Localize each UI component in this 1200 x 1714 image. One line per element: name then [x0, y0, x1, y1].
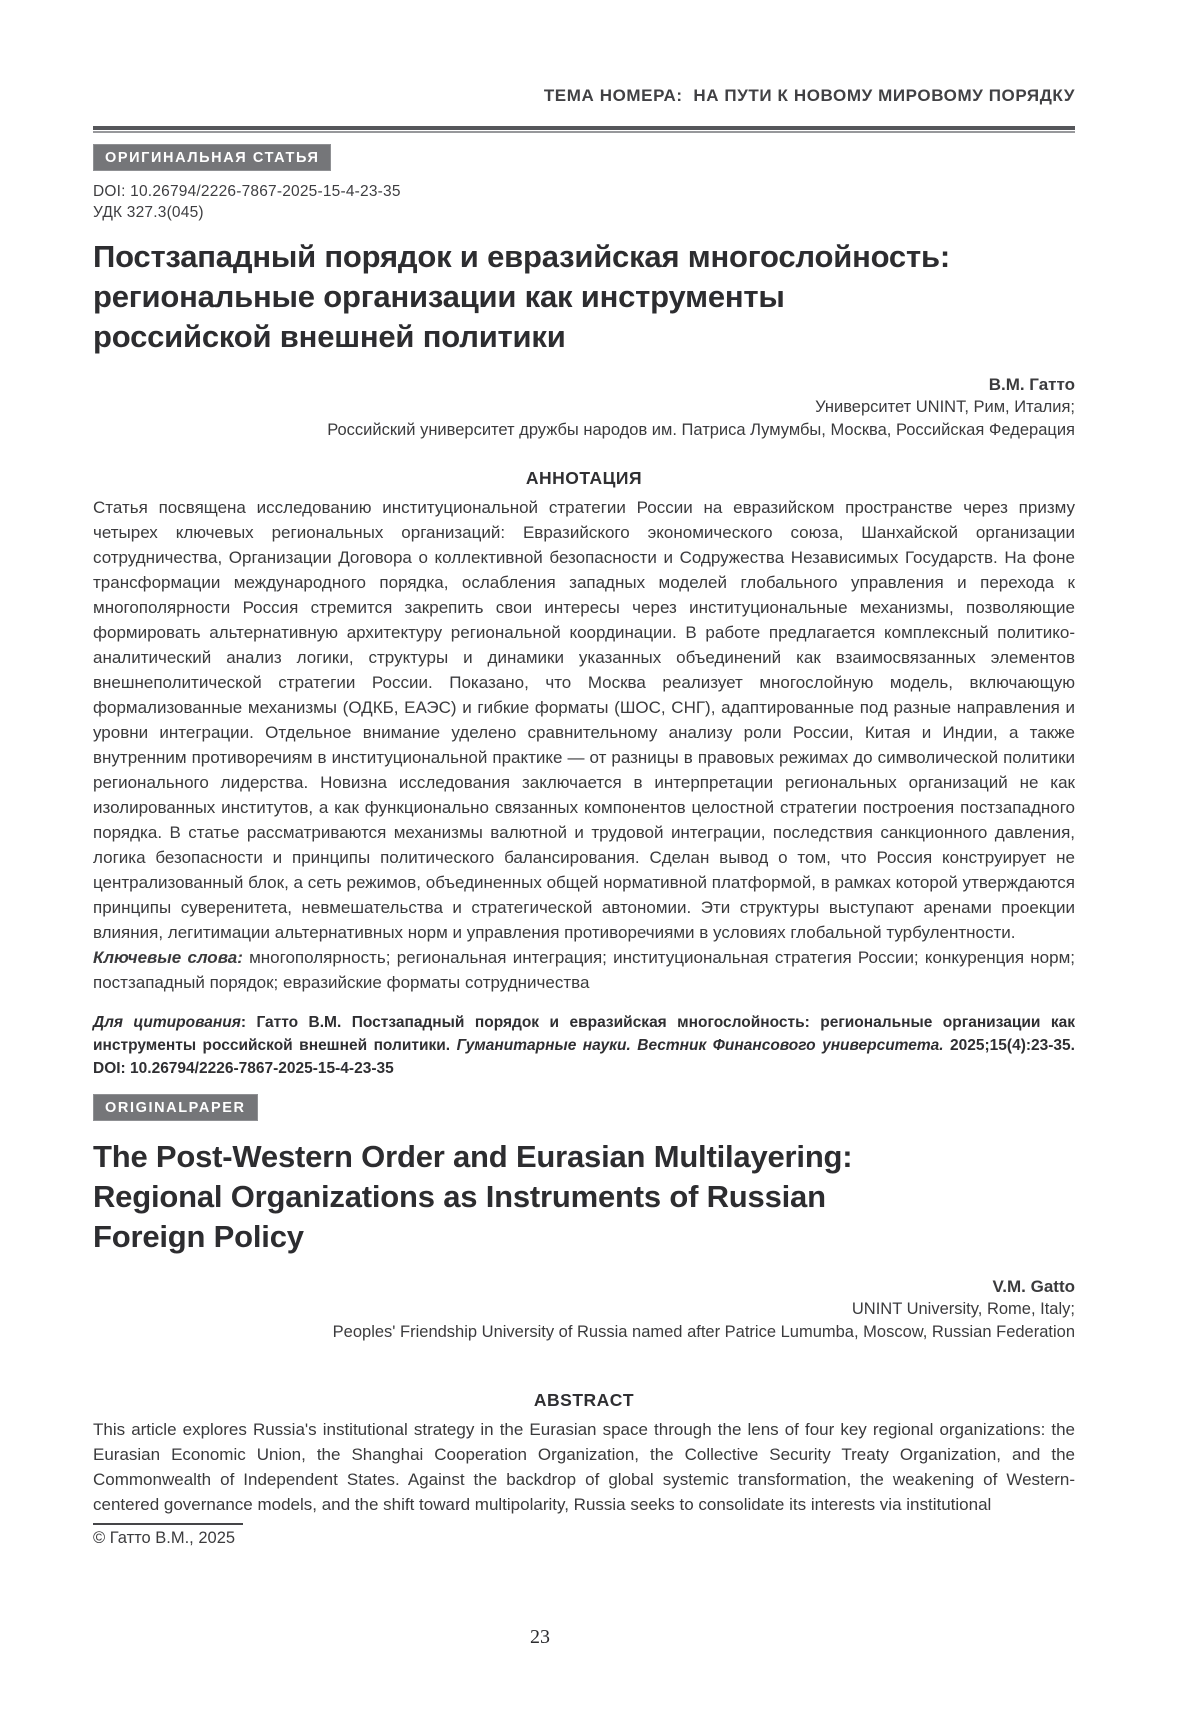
author-affiliation-ru: Университет UNINT, Рим, Италия;	[815, 398, 1075, 416]
article-title-ru-line: российской внешней политики	[93, 319, 566, 354]
citation-tail-ru: 2025;15(4):23-35. DOI: 10.26794/2226-7867-2025-15-4-23-35	[93, 1037, 1075, 1077]
citation-colon: :	[240, 1014, 257, 1031]
citation-text-ru: Гатто В.М. Постзападный порядок и евразийская многослойность: региональные организации как инструменты российской внешней политики.	[93, 1014, 1076, 1054]
keywords-label-ru: Ключевые слова:	[93, 948, 243, 967]
citation-journal-ru: Гуманитарные науки. Вестник Финансового университета.	[456, 1037, 944, 1054]
article-title-ru-line: Постзападный порядок и евразийская многослойность:	[93, 239, 950, 274]
author-block-en	[93, 1275, 1075, 1344]
page-number: 23	[530, 1626, 550, 1648]
author-block-ru	[93, 373, 1075, 442]
udc-line: УДК 327.3(045)	[93, 204, 204, 221]
article-type-badge-en: ORIGINALPAPER	[93, 1094, 258, 1121]
author-name-ru: В.М. Гатто	[988, 375, 1075, 394]
copyright-line: © Гатто В.М., 2025	[93, 1529, 236, 1547]
article-title-en-line: The Post-Western Order and Eurasian Multilayering:	[93, 1139, 853, 1174]
abstract-heading-ru: АННОТАЦИЯ	[525, 468, 643, 488]
article-title-ru	[93, 237, 1075, 357]
doi-line: DOI: 10.26794/2226-7867-2025-15-4-23-35	[93, 183, 401, 200]
abstract-text-en: This article explores Russia's institutional strategy in the Eurasian space through the lens of four key regional organizations: the Eurasian Economic Union, the Shanghai Cooperation Organization, the Collective Security Treaty Organization, and the Commonwealth of Independent States. Against the backdrop of global systemic transformation, the weakening of Western-centered governance models, and the shift toward multipolarity, Russia seeks to consolidate its interests via institutional	[93, 1420, 1075, 1514]
article-content-column	[93, 0, 1075, 1548]
article-title-en-line: Foreign Policy	[93, 1219, 304, 1254]
article-type-badge-ru: ОРИГИНАЛЬНАЯ СТАТЬЯ	[93, 144, 331, 171]
citation-ru	[93, 1011, 1075, 1080]
author-name-en: V.M. Gatto	[992, 1277, 1075, 1296]
article-type-badge-row-ru	[93, 133, 1075, 171]
abstract-heading-en: ABSTRACT	[533, 1390, 635, 1410]
article-title-en-line: Regional Organizations as Instruments of Russian	[93, 1179, 826, 1214]
article-title-en	[93, 1137, 1075, 1257]
article-title-ru-line: региональные организации как инструменты	[93, 279, 785, 314]
author-affiliation-ru: Российский университет дружбы народов им. Патриса Лумумбы, Москва, Российская Федерация	[327, 421, 1075, 439]
article-identifiers	[93, 181, 1075, 223]
citation-label-ru: Для цитирования	[93, 1014, 241, 1031]
abstract-text-ru: Статья посвящена исследованию институциональной стратегии России на евразийском пространстве через призму четырех ключевых региональных организаций: Евразийского экономического союза, Шанхайской организации сотрудничества, Организации Договора о коллективной безопасности и Содружества Независимых Государств. На фоне трансформации международного порядка, ослабления западных моделей глобального управления и перехода к многополярности Россия стремится закрепить свои интересы через институциональные механизмы, позволяющие формировать альтернативную архитектуру региональной координации. В работе предлагается комплексный политико-аналитический анализ логики, структуры и динамики указанных объединений как взаимосвязанных элементов внешнеполитической стратегии России. Показано, что Москва реализует многослойную модель, включающую формализованные механизмы (ОДКБ, ЕАЭС) и гибкие форматы (ШОС, СНГ), адаптированные под разные направления и уровни интеграции. Отдельное внимание уделено сравнительному анализу роли России, Китая и Индии, а также внутренним противоречиям в институциональной практике — от разницы в правовых режимах до символической политики регионального лидерства. Новизна исследования заключается в интерпретации региональных организаций не как изолированных институтов, а как функционально связанных компонентов целостной стратегии построения постзападного порядка. В статье рассматриваются механизмы валютной и трудовой интеграции, последствия санкционного давления, логика безопасности и принципы политического балансирования. Сделан вывод о том, что Россия конструирует не централизованный блок, а сеть режимов, объединенных общей нормативной платформой, в рамках которой утверждаются принципы суверенитета, невмешательства и стратегической автономии. Эти структуры выступают аренами проекции влияния, легитимации альтернативных норм и управления противоречиями в условиях глобальной турбулентности.	[93, 498, 1075, 942]
author-affiliation-en: UNINT University, Rome, Italy;	[851, 1300, 1075, 1318]
keywords-list-ru: многополярность; региональная интеграция; институциональная стратегия России; конкуренция норм; постзападный порядок; евразийские форматы сотрудничества	[93, 948, 1075, 992]
article-type-badge-row-en	[93, 1080, 1075, 1121]
copyright-rule	[93, 1523, 243, 1525]
keywords-ru	[93, 945, 1075, 995]
issue-theme-header: ТЕМА НОМЕРА: НА ПУТИ К НОВОМУ МИРОВОМУ ПОРЯДКУ	[543, 86, 1075, 105]
header-rule	[93, 126, 1075, 133]
author-affiliation-en: Peoples' Friendship University of Russia named after Patrice Lumumba, Moscow, Russian Federation	[332, 1323, 1075, 1341]
